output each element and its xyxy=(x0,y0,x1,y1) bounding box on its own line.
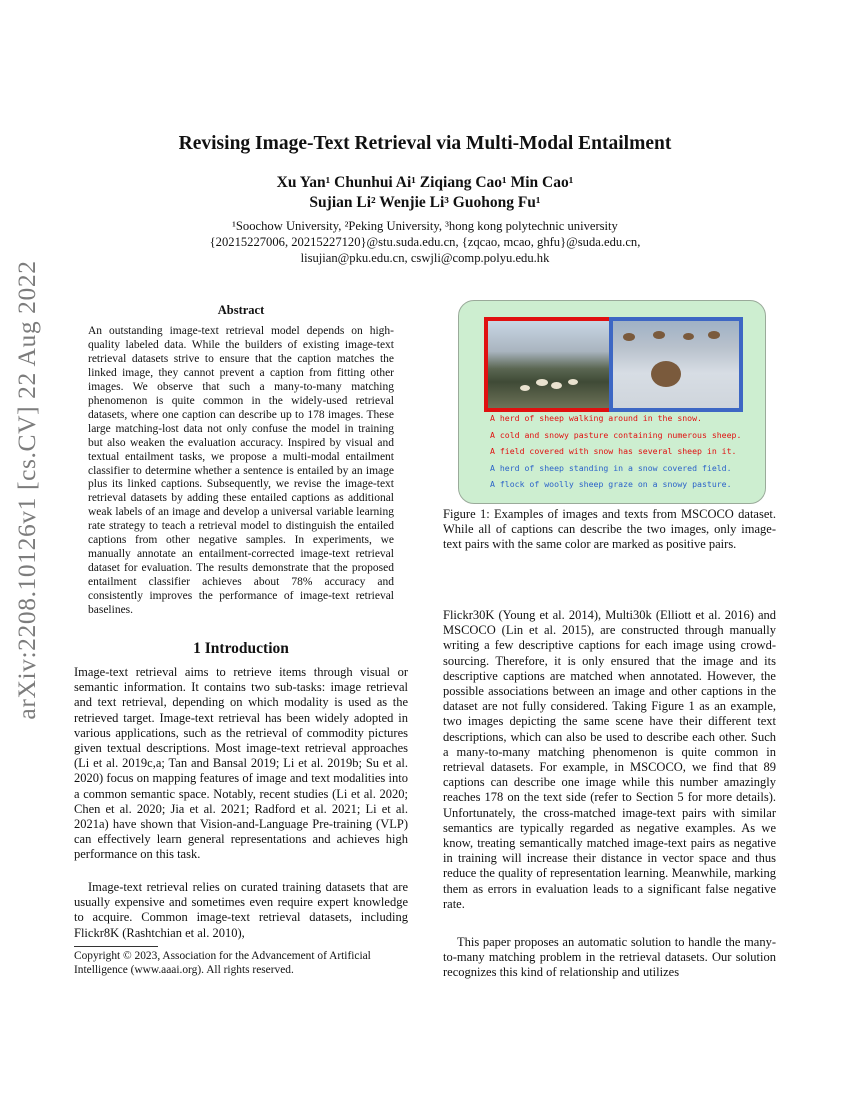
sheep-image-red xyxy=(484,317,616,412)
figure-sample-caption: A flock of woolly sheep graze on a snowy pasture. xyxy=(490,479,732,489)
paper-title: Revising Image-Text Retrieval via Multi-Modal Entailment xyxy=(178,133,672,154)
abstract-heading: Abstract xyxy=(217,303,265,317)
authors-line-1: Xu Yan¹ Chunhui Ai¹ Ziqiang Cao¹ Min Cao¹ xyxy=(276,174,574,191)
figure-sample-caption: A herd of sheep walking around in the snow. xyxy=(490,413,702,423)
figure-1 xyxy=(458,300,766,504)
figure-sample-caption: A herd of sheep standing in a snow covered field. xyxy=(490,462,732,473)
figure-1-caption: Figure 1: Examples of images and texts from MSCOCO dataset. While all of captions can describe the two images, only image-text pairs with the same color are marked as positive pairs. xyxy=(443,507,776,552)
figure-sample-caption: A field covered with snow has several sheep in it. xyxy=(490,446,737,456)
emails-line-1: {20215227006, 20215227120}@stu.suda.edu.cn, {zqcao, mcao, ghfu}@suda.edu.cn, xyxy=(209,235,641,249)
copyright-notice: Copyright © 2023, Association for the Advancement of Artificial Intelligence (www.aaai.org). All rights reserved. xyxy=(74,950,371,976)
authors-line-2: Sujian Li² Wenjie Li³ Guohong Fu¹ xyxy=(309,194,541,211)
affiliations: ¹Soochow University, ²Peking University, ³hong kong polytechnic university xyxy=(232,219,618,233)
right-paragraph-2: This paper proposes an automatic solution to handle the many-to-many matching problem in the retrieval datasets. Our solution recognizes this kind of relationship and utilizes xyxy=(443,935,776,980)
intro-paragraph-1: Image-text retrieval aims to retrieve items through visual or semantic information. It contains two sub-tasks: image retrieval and text retrieval, depending on which modality is used as the retrieved target. Image-text retrieval has been widely adopted in various applications, such as the retrieval of commodity pictures given textual descriptions. Most image-text retrieval approaches (Li et al. 2019c,a; Tan and Bansal 2019; Li et al. 2019b; Su et al. 2020) focus on mapping features of image and text modalities into a common semantic space. Notably, recent studies (Li et al. 2020; Chen et al. 2020; Jia et al. 2021; Radford et al. 2021; Li et al. 2021a) have shown that Vision-and-Language Pre-training (VLP) can effectively learn general representations and achieves high performance on this task. xyxy=(74,665,408,862)
footnote-rule xyxy=(74,946,158,947)
abstract-text: An outstanding image-text retrieval model depends on high-quality labeled data. While the builders of existing image-text retrieval datasets strive to ensure that the caption matches the linked image, they cannot prevent a caption from fitting other images. We observe that such a many-to-many matching phenomenon is quite common in the widely-used retrieval datasets, where one caption can describe up to 178 images. These large matching-lost data not only confuse the model in training but also weaken the evaluation accuracy. Inspired by visual and textual entailment tasks, we propose a multi-modal entailment classifier to determine whether a sentence is entailed by an image plus its linked captions. Subsequently, we revise the image-text retrieval datasets by adding these entailed captions as additional weak labels of an image and develop a universal variable learning rate strategy to teach a retrieval model to distinguish the entailed captions from other negative samples. In experiments, we manually annotate an entailment-corrected image-text retrieval dataset for evaluation. The results demonstrate that the proposed entailment classifier achieves about 78% accuracy and consistently improves the performance of image-text retrieval baselines. xyxy=(88,325,394,617)
section-heading-introduction: 1 Introduction xyxy=(193,640,289,657)
figure-sample-caption: A cold and snowy pasture containing numerous sheep. xyxy=(490,429,742,440)
sheep-image-blue xyxy=(609,317,743,412)
right-paragraph-1: Flickr30K (Young et al. 2014), Multi30k (Elliott et al. 2016) and MSCOCO (Lin et al. 2015), are constructed through manually writing a few descriptive captions for each image using crowd-sourcing. Therefore, it is only ensured that the image and its descriptive captions are matched when annotated. However, the possible associations between an image and other captions in the dataset are not fully considered. Taking Figure 1 as an example, two images depicting the same scene have their different text descriptions, which can also be used to describe each other. Such a many-to-many matching phenomenon is quite common in retrieval datasets. For example, in MSCOCO, we find that 89 captions can describe one image while this number amazingly reaches 178 on the text side (refer to Section 5 for more details). Unfortunately, the cross-matched image-text pairs with similar semantics are typically regarded as negative examples. As we know, treating semantically matched image-text pairs as negative in training will increase their distance in vector space and thus reduce the quality of representation learning. Meanwhile, marking them as errors in evaluation leads to a significant false negative rate. xyxy=(443,608,776,911)
intro-paragraph-2: Image-text retrieval relies on curated training datasets that are usually expensive and sometimes even require expert knowledge to acquire. Common image-text retrieval datasets, including Flickr8K (Rashtchian et al. 2010), xyxy=(74,880,408,940)
emails-line-2: lisujian@pku.edu.cn, cswjli@comp.polyu.edu.hk xyxy=(300,251,550,265)
arxiv-stamp: arXiv:2208.10126v1 [cs.CV] 22 Aug 2022 xyxy=(12,260,41,720)
